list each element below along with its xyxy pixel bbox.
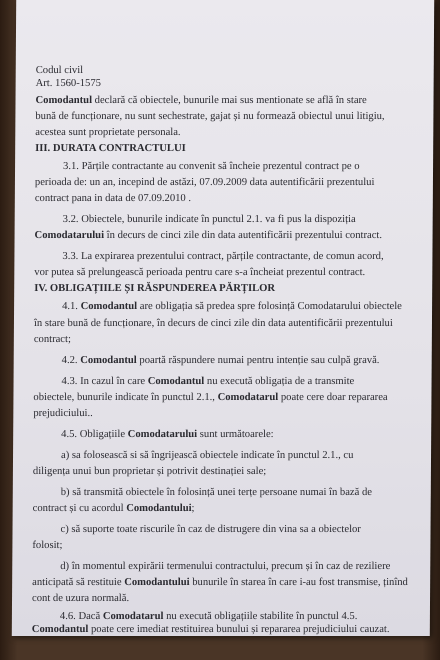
header-line-1: Codul civil (35, 65, 84, 76)
s3-1-line-1: 3.1. Părțile contractante au convenit să încheie prezentul contract pe o (63, 161, 360, 172)
s4-1-line-1: 4.1. Comodantul are obligația să predea spre folosință Comodatarului obiectele (62, 301, 402, 312)
s4-3-line-2: obiectele, bunurile indicate în punctul 2.1., Comodatarul poate cere doar repararea (33, 392, 388, 403)
intro-line-1: Comodantul declară că obiectele, bunurile mai sus mentionate se află în stare (35, 95, 367, 106)
s4-5-item-a-1: a) sa folosească si să îngrijească obiectele indicate în punctul 2.1., cu (61, 450, 354, 461)
s4-5-item-d-3: cont de uzura normală. (32, 593, 130, 604)
s4-6-line-2: Comodantul poate cere imediat restituirea bunului și repararea prejudiciului cauzat. (31, 624, 390, 635)
section-3-title: III. DURATA CONTRACTULUI (35, 143, 186, 154)
s4-5-line-1: 4.5. Obligațiile Comodatarului sunt următoarele: (61, 429, 274, 440)
s4-3-line-3: prejudiciului.. (33, 408, 93, 419)
intro-line-2: bună de funcționare, nu sunt sechestrate, gajat și nu formează obiectul unui litigiu, (35, 111, 385, 122)
s4-5-item-b-2: contract și cu acordul Comodantului; (32, 503, 195, 514)
s3-2-line-2: Comodatarului în decurs de cinci zile din data autentificării prezentului contract. (34, 230, 383, 241)
s4-5-item-c-1: c) să suporte toate riscurile în caz de distrugere din vina sa a obiectelor (60, 524, 361, 535)
s4-1-line-3: contract; (33, 334, 71, 345)
s4-5-item-c-2: folosit; (32, 540, 63, 551)
section-4-title: IV. OBLIGAȚIILE ȘI RĂSPUNDEREA PĂRȚILOR (34, 283, 276, 294)
s4-1-line-2: în stare bună de funcționare, în decurs de cinci zile din data autentificării prezentului (33, 318, 393, 329)
party-name: Comodantul (35, 95, 93, 106)
header-line-2: Art. 1560-1575 (35, 78, 102, 89)
s3-3-line-2: vor putea să prelungească perioada pentru care s-a încheiat prezentul contract. (34, 267, 366, 278)
s4-5-item-d-1: d) în momentul expirării termenului contractului, precum și în caz de reziliere (60, 561, 391, 572)
s4-3-line-1: 4.3. In cazul în care Comodantul nu execută obligația de a transmite (61, 376, 355, 387)
s4-6-line-1: 4.6. Dacă Comodatarul nu execută obligațiile stabilite în punctul 4.5. (59, 611, 358, 622)
intro-line-3: acestea sunt proprietate personala. (35, 127, 181, 138)
s4-2-line: 4.2. Comodantul poartă răspundere numai pentru intenție sau culpă gravă. (61, 355, 380, 366)
s4-5-item-a-2: diligența unui bun proprietar și potrivit destinației sale; (32, 466, 267, 477)
s3-2-line-1: 3.2. Obiectele, bunurile indicate în punctul 2.1. va fi pus la dispoziția (62, 214, 356, 225)
s4-5-item-b-1: b) să transmită obiectele în folosință unei terțe persoane numai în bază de (60, 487, 373, 498)
s3-1-line-2: perioada de: un an, incepind de astăzi, 07.09.2009 data autentificării prezentului (34, 177, 375, 188)
s3-1-line-3: contract pana in data de 07.09.2010 . (34, 193, 192, 204)
s4-5-item-d-2: anticipată să restituie Comodantului bunurile în starea în care i-au fost transmise, ținînd (32, 577, 408, 588)
document-page (12, 0, 434, 636)
s3-3-line-1: 3.3. La expirarea prezentului contract, părțile contractante, de comun acord, (62, 251, 384, 262)
